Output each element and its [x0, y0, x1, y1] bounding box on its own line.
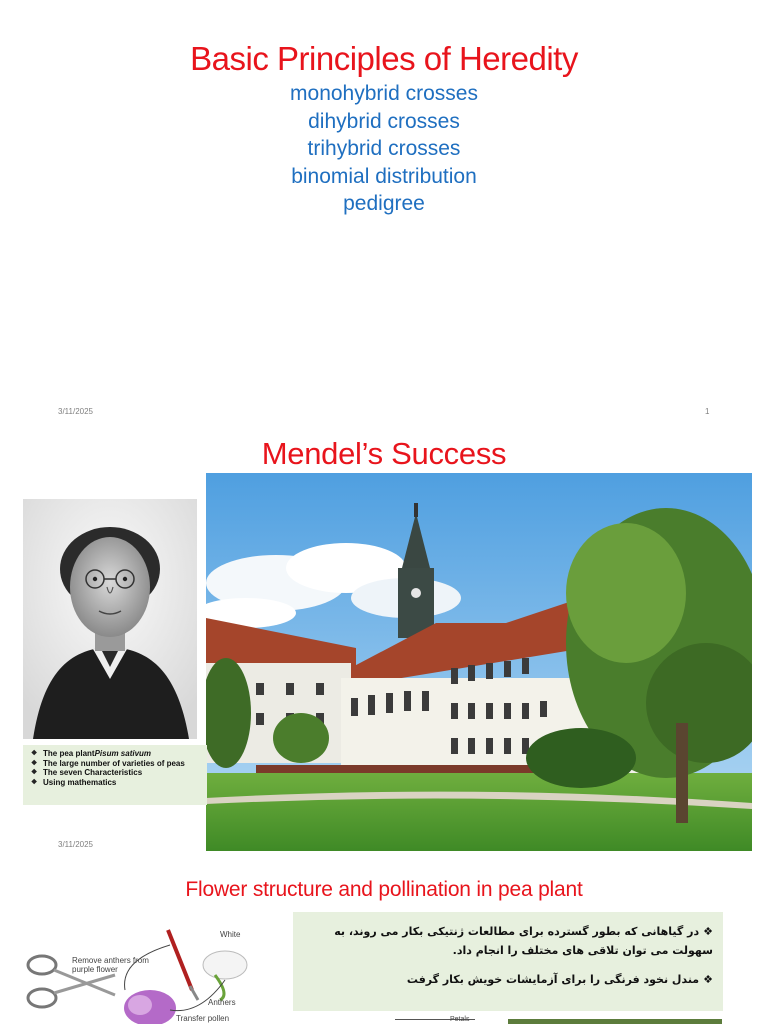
topic-item: binomial distribution — [291, 164, 477, 188]
bullet-text: The large number of varieties of peas — [43, 758, 185, 768]
list-item — [31, 778, 203, 788]
list-item — [31, 768, 203, 778]
slide-title: Flower structure and pollination in pea plant — [185, 878, 583, 901]
diagram-label-remove-anthers: Remove anthers from purple flower — [72, 956, 149, 974]
persian-paragraph — [303, 922, 713, 960]
slide-2 — [0, 430, 768, 862]
paragraph-text: در گیاهانی که بطور گسترده برای مطالعات ژنتیکی بکار می روند، به سهولت می توان تلاقی های مختلف را انجام داد. — [334, 925, 713, 957]
diamond-bullet-icon: ❖ — [703, 925, 713, 938]
pollination-diagram — [20, 920, 270, 1024]
topic-item: pedigree — [343, 192, 425, 215]
topic-item: dihybrid crosses — [308, 109, 460, 133]
diagram-label-white: White — [220, 930, 241, 939]
slide-title: Mendel’s Success — [261, 436, 507, 471]
bullet-text: The pea plant — [43, 749, 95, 758]
pea-photo-image — [508, 1019, 722, 1024]
bullet-text: Using mathematics — [43, 777, 117, 787]
list-item — [31, 759, 203, 769]
slide-date: 3/11/2025 — [58, 840, 93, 849]
topic-item: trihybrid crosses — [307, 137, 461, 160]
slide-number: 1 — [705, 407, 710, 416]
portrait-illustration — [23, 499, 197, 739]
list-item — [31, 749, 203, 759]
diamond-bullet-icon: ❖ — [31, 769, 38, 776]
abbey-illustration — [206, 473, 752, 851]
topic-list — [0, 80, 768, 218]
slide-3 — [0, 862, 768, 1024]
bullet-text: The seven Characteristics — [43, 768, 143, 777]
diamond-bullet-icon: ❖ — [31, 750, 38, 757]
diamond-bullet-icon: ❖ — [703, 973, 713, 986]
mendel-success-notes — [23, 745, 207, 805]
diagram-label-transfer-pollen: Transfer pollen — [176, 1014, 230, 1023]
abbey-photo-image — [206, 473, 752, 851]
topic-item: monohybrid crosses — [290, 82, 478, 105]
diagram-label-anthers: Anthers — [208, 998, 236, 1007]
slide-date: 3/11/2025 — [58, 407, 93, 416]
persian-notes — [293, 912, 723, 1011]
paragraph-text: مندل نخود فرنگی را برای آزمایشات خویش بکار گرفت — [406, 973, 700, 986]
diamond-bullet-icon: ❖ — [31, 778, 38, 786]
bullet-italic-text: Pisum sativum — [94, 749, 152, 758]
slide-1 — [0, 0, 768, 430]
slide-title: Basic Principles of Heredity — [190, 40, 578, 77]
persian-paragraph — [303, 970, 713, 989]
mendel-portrait-image — [23, 499, 197, 739]
diagram-label-petals: Petals — [450, 1016, 470, 1023]
diamond-bullet-icon: ❖ — [31, 759, 38, 767]
